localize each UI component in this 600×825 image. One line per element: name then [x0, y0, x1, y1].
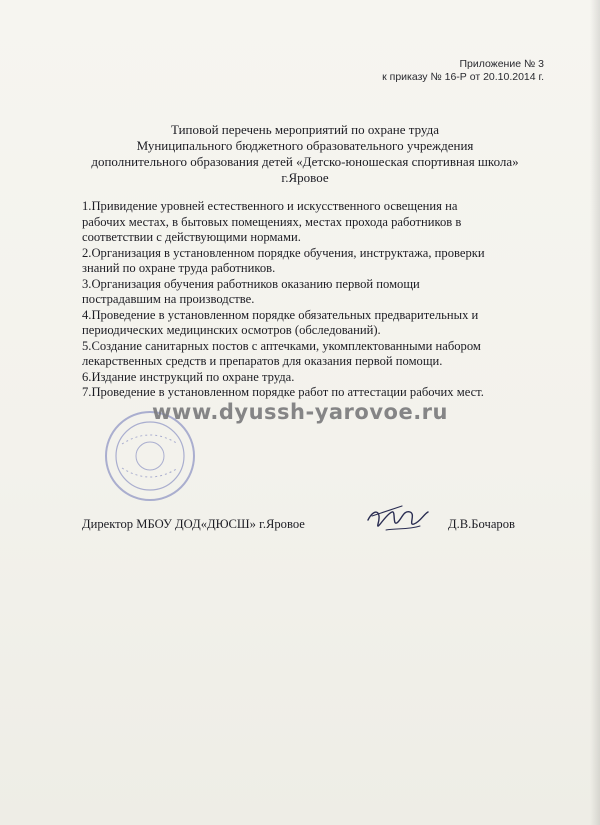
- list-item-line: пострадавшим на производстве.: [82, 292, 255, 306]
- list-item-line: знаний по охране труда работников.: [82, 261, 276, 275]
- list-item-line: 3.Организация обучения работников оказанию первой помощи: [82, 276, 420, 291]
- handwritten-signature-icon: [362, 500, 432, 538]
- list-item-line: 5.Создание санитарных постов с аптечками, укомплектованными набором: [82, 338, 481, 353]
- list-item: [82, 370, 532, 386]
- list-item-line: рабочих местах, в бытовых помещениях, местах прохода работников в: [82, 214, 462, 229]
- appendix-order: к приказу № 16-Р от 20.10.2014 г.: [382, 71, 544, 83]
- director-name: Д.В.Бочаров: [448, 517, 515, 531]
- list-item-line: лекарственных средств и препаратов для оказания первой помощи.: [82, 354, 443, 368]
- list-item: [82, 385, 532, 401]
- list-item-line: 2.Организация в установленном порядке обучения, инструктажа, проверки: [82, 245, 485, 260]
- list-item: [82, 246, 532, 277]
- list-item: [82, 308, 532, 339]
- list-item-line: 6.Издание инструкций по охране труда.: [82, 369, 295, 384]
- list-item: [82, 199, 532, 246]
- website-watermark: www.dyussh-yarovoe.ru: [152, 400, 448, 424]
- title-line-4: г.Яровое: [281, 170, 329, 185]
- list-item-line: 4.Проведение в установленном порядке обязательных предварительных и: [82, 307, 479, 322]
- list-item-line: 1.Привидение уровней естественного и искусственного освещения на: [82, 199, 458, 213]
- title-line-2: Муниципального бюджетного образовательного учреждения: [136, 138, 474, 153]
- title-line-3: дополнительного образования детей «Детско-юношеская спортивная школа»: [91, 154, 519, 169]
- title-line-1: Типовой перечень мероприятий по охране труда: [170, 122, 439, 137]
- director-position: Директор МБОУ ДОД«ДЮСШ» г.Яровое: [82, 517, 305, 531]
- list-item: [82, 339, 532, 370]
- appendix-reference: [382, 58, 544, 84]
- document-title: [60, 122, 550, 186]
- list-item-line: периодических медицинских осмотров (обследований).: [82, 323, 381, 337]
- measures-list: [82, 199, 532, 401]
- list-item-line: 7.Проведение в установленном порядке работ по аттестации рабочих мест.: [82, 385, 484, 399]
- appendix-number: Приложение № 3: [459, 58, 544, 70]
- list-item-line: соответствии с действующими нормами.: [82, 230, 301, 244]
- list-item: [82, 277, 532, 308]
